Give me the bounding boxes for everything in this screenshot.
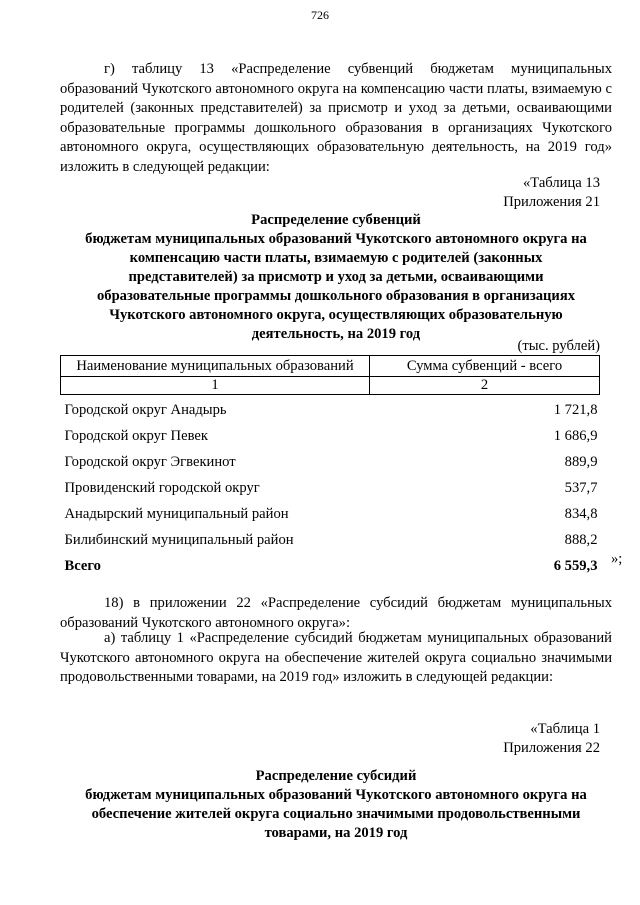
table-row bbox=[61, 423, 600, 449]
paragraph-18: 18) в приложении 22 «Распределение субсидий бюджетам муниципальных образований Чукотского автономного округа»: bbox=[60, 595, 612, 631]
paragraph-a: а) таблицу 1 «Распределение субсидий бюджетам муниципальных образований Чукотского автономного округа на обеспечение жителей округа социально значимыми продовольственными товарами, на 2019 год» изложить в следующей редакции: bbox=[60, 630, 612, 685]
row-name: Анадырский муниципальный район bbox=[64, 505, 289, 522]
header-sum: Сумма субвенций - всего bbox=[370, 356, 600, 377]
column-number-2: 2 bbox=[370, 377, 600, 395]
row-value: 1 721,8 bbox=[553, 401, 598, 418]
table13-title-line: бюджетам муниципальных образований Чукотского автономного округа на bbox=[85, 231, 587, 247]
total-value: 6 559,3 bbox=[553, 557, 598, 574]
table1-label-line2: Приложения 22 bbox=[503, 740, 600, 756]
closing-quote: »; bbox=[611, 551, 623, 567]
row-value: 889,9 bbox=[564, 453, 598, 470]
table13-title bbox=[60, 211, 612, 344]
row-value: 888,2 bbox=[564, 531, 598, 548]
row-name: Городской округ Эгвекинот bbox=[64, 453, 236, 470]
table-row bbox=[61, 395, 600, 424]
table13-label-line2: Приложения 21 bbox=[503, 194, 600, 210]
table-row bbox=[61, 449, 600, 475]
row-name: Городской округ Анадырь bbox=[64, 401, 227, 418]
table13-title-line: образовательные программы дошкольного образования в организациях bbox=[96, 288, 576, 304]
table1-label bbox=[503, 720, 600, 758]
table13-title-line: компенсацию части платы, взимаемую с родителей (законных bbox=[129, 250, 543, 266]
table1-label-line1: «Таблица 1 bbox=[530, 721, 600, 737]
table13-title-line: деятельность, на 2019 год bbox=[251, 326, 421, 342]
table-row bbox=[61, 527, 600, 553]
table13-label bbox=[503, 174, 600, 212]
row-value: 1 686,9 bbox=[553, 427, 598, 444]
row-name: Провиденский городской округ bbox=[64, 479, 260, 496]
total-label: Всего bbox=[64, 557, 101, 574]
table1-title bbox=[60, 767, 612, 843]
header-municipality: Наименование муниципальных образований bbox=[61, 356, 370, 377]
table1-title-line: обеспечение жителей округа социально значимыми продовольственными bbox=[91, 806, 581, 822]
table13-title-line: Распределение субвенций bbox=[251, 212, 421, 228]
table1-title-line: Распределение субсидий bbox=[255, 768, 417, 784]
table-row bbox=[61, 501, 600, 527]
table13-label-line1: «Таблица 13 bbox=[522, 175, 600, 191]
intro-paragraph: г) таблицу 13 «Распределение субвенций бюджетам муниципальных образований Чукотского автономного округа на компенсацию части платы, взимаемую с родителей (законных представителей) за присмотр и уход за детьми, осваивающими образовательные программы дошкольного образования в организациях Чукотского автономного округа, осуществляющих образовательную деятельность, на 2019 год» изложить в следующей редакции: bbox=[60, 61, 612, 175]
table1-title-line: товарами, на 2019 год bbox=[264, 825, 408, 841]
row-name: Билибинский муниципальный район bbox=[64, 531, 294, 548]
subvention-table bbox=[60, 355, 600, 579]
table13-title-line: Чукотского автономного округа, осуществляющих образовательную bbox=[109, 307, 563, 323]
column-number-1: 1 bbox=[61, 377, 370, 395]
table13-title-line: представителей) за присмотр и уход за детьми, осваивающими bbox=[128, 269, 544, 285]
row-name: Городской округ Певек bbox=[64, 427, 208, 444]
unit-note: (тыс. рублей) bbox=[517, 338, 600, 354]
row-value: 537,7 bbox=[564, 479, 598, 496]
total-row bbox=[61, 553, 600, 579]
page-number: 726 bbox=[311, 8, 329, 22]
table-row bbox=[61, 475, 600, 501]
table1-title-line: бюджетам муниципальных образований Чукотского автономного округа на bbox=[85, 787, 587, 803]
row-value: 834,8 bbox=[564, 505, 598, 522]
